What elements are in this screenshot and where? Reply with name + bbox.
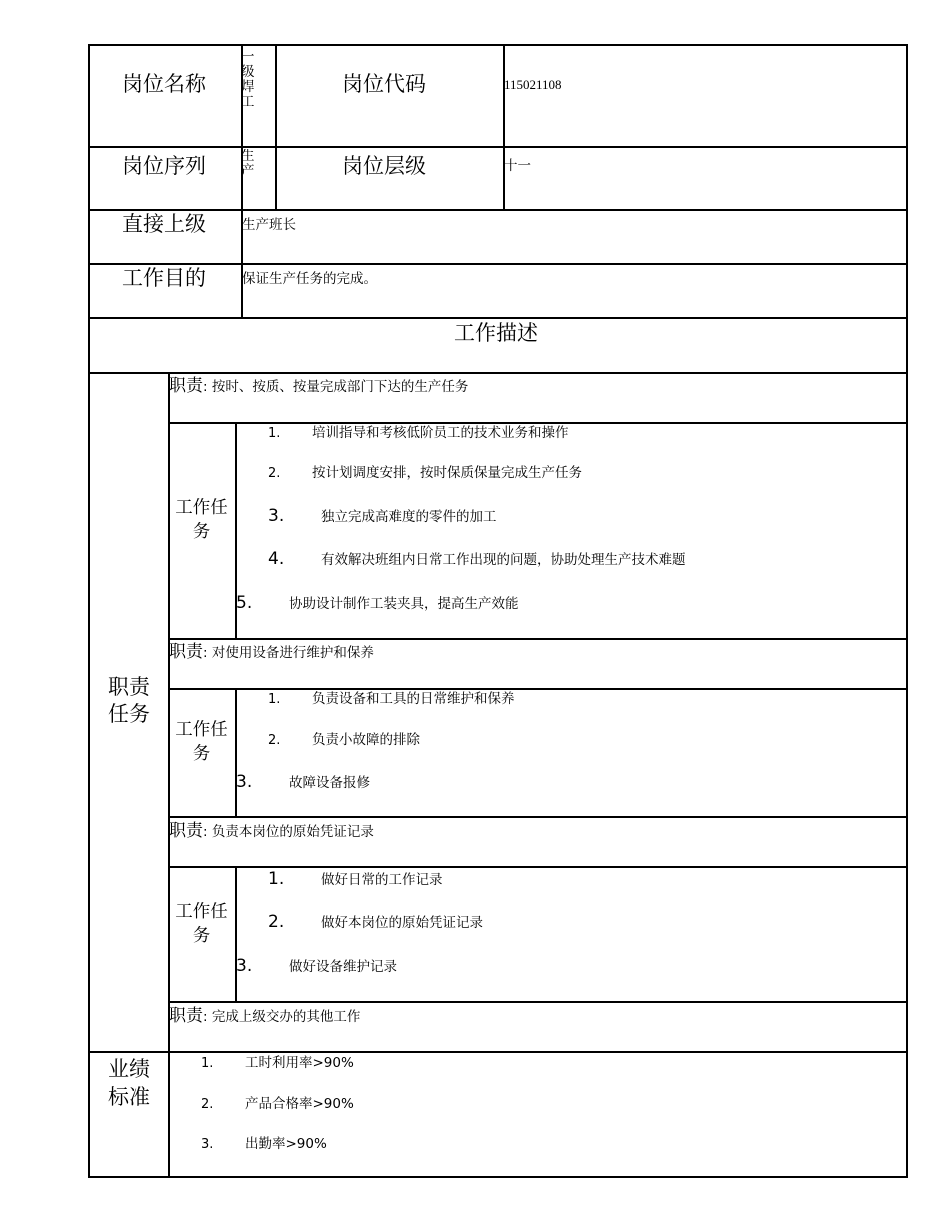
task-3-2-num: 2. [268,912,285,932]
task-2-2-text: 负责小故障的排除 [312,732,420,748]
task-3-2-text: 做好本岗位的原始凭证记录 [321,915,483,931]
post-name-value: 一级焊工 [241,50,255,110]
duty-4 [169,1006,360,1026]
duty-text: : 按时、按质、按量完成部门下达的生产任务 [203,379,469,395]
task-2-1-num: 1. [268,692,281,707]
task-3-1-num: 1. [268,869,285,889]
performance-1-num: 1. [201,1056,214,1071]
task-1-5-num: 5. [236,593,253,613]
post-sequence-value: 生产 [241,149,255,179]
duty-1 [169,376,468,396]
duties-label-line2: 任务 [108,702,150,726]
post-code-value: 115021108 [504,77,562,92]
task-label-2: 工作任 务 [175,720,228,764]
performance-2-num: 2. [201,1097,214,1112]
post-sequence-label: 岗位序列 [122,154,206,178]
supervisor-label: 直接上级 [122,212,206,236]
duty-prefix: 职责 [169,1006,203,1026]
post-name-label: 岗位名称 [122,72,206,96]
task-1-4-num: 4. [268,549,285,569]
task-1-1-num: 1. [268,426,281,441]
duties-section-label [96,674,162,728]
duty-prefix: 职责 [169,821,203,841]
post-level-value: 十一 [504,158,531,174]
performance-section-label [96,1055,162,1111]
task-1-3-num: 3. [268,506,285,526]
task-label-3: 工作任 务 [175,902,228,946]
duty-prefix: 职责 [169,642,203,662]
description-title: 工作描述 [454,321,538,345]
post-level-label: 岗位层级 [342,154,426,178]
task-1-1-text: 培训指导和考核低阶员工的技术业务和操作 [312,425,569,441]
task-1-4-text: 有效解决班组内日常工作出现的问题，协助处理生产技术难题 [321,552,686,568]
performance-2-text: 产品合格率>90% [245,1096,354,1112]
duty-text: : 对使用设备进行维护和保养 [203,645,374,661]
task-1-3-text: 独立完成高难度的零件的加工 [321,509,497,525]
performance-label-line2: 标准 [108,1085,150,1109]
duty-prefix: 职责 [169,376,203,396]
task-1-2-num: 2. [268,466,281,481]
duty-text: : 完成上级交办的其他工作 [203,1009,361,1025]
task-1-2-text: 按计划调度安排，按时保质保量完成生产任务 [312,465,582,481]
post-code-label: 岗位代码 [342,72,426,96]
performance-3-num: 3. [201,1137,214,1152]
task-3-1-text: 做好日常的工作记录 [321,872,443,888]
task-2-3-text: 故障设备报修 [289,775,370,791]
performance-3-text: 出勤率>90% [245,1136,327,1152]
task-label-1: 工作任 务 [175,498,228,542]
task-2-3-num: 3. [236,772,253,792]
supervisor-value: 生产班长 [242,217,296,233]
task-3-3-num: 3. [236,956,253,976]
duty-text: : 负责本岗位的原始凭证记录 [203,824,374,840]
task-2-2-num: 2. [268,733,281,748]
performance-label-line1: 业绩 [108,1057,150,1081]
duties-label-line1: 职责 [108,675,150,699]
purpose-value: 保证生产任务的完成。 [242,271,377,287]
task-3-3-text: 做好设备维护记录 [289,959,397,975]
task-2-1-text: 负责设备和工具的日常维护和保养 [312,691,515,707]
purpose-label: 工作目的 [122,266,206,290]
performance-1-text: 工时利用率>90% [245,1055,354,1071]
duty-2 [169,642,374,662]
task-1-5-text: 协助设计制作工装夹具，提高生产效能 [289,596,519,612]
duty-3 [169,821,374,841]
